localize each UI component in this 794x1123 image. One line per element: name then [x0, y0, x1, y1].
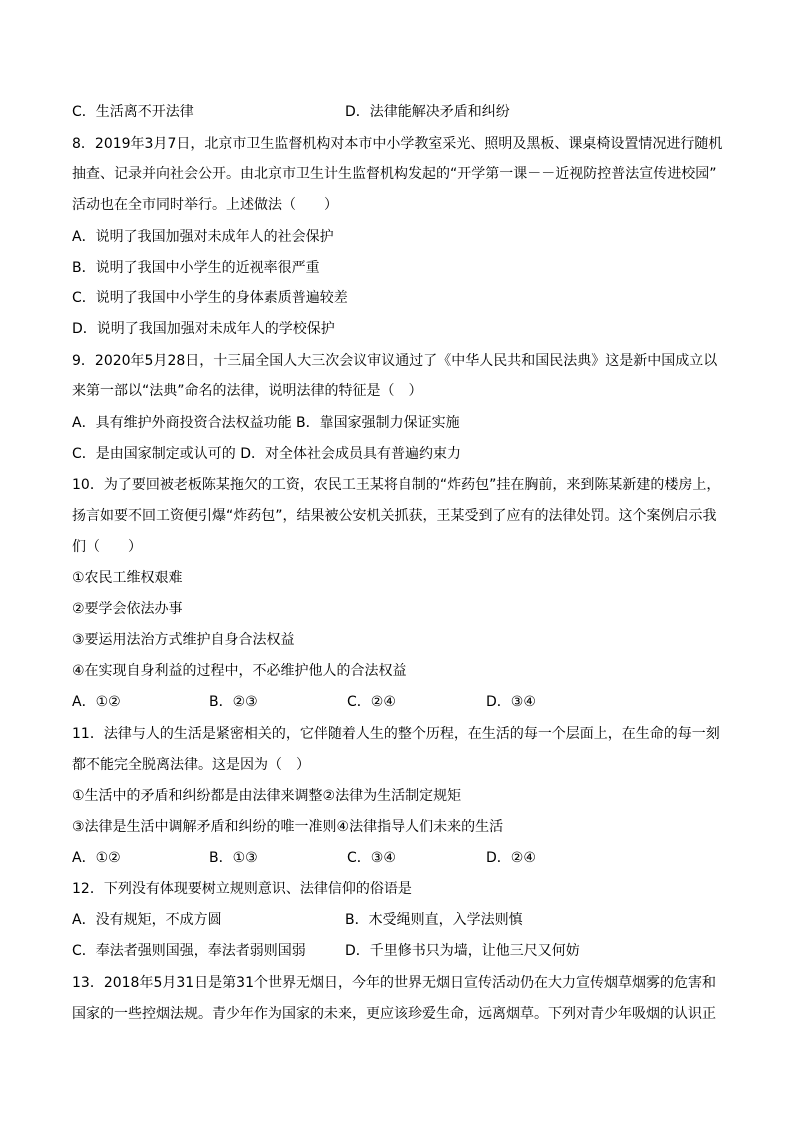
q11-statements-3-4: ③法律是生活中调解矛盾和纠纷的唯一准则④法律指导人们未来的生活 [72, 819, 504, 835]
q10-statement-2: ②要学会依法办事 [72, 601, 183, 617]
q9-stem-line-1: 9．2020年5月28日，十三届全国人大三次会议审议通过了《中华人民共和国民法典》这是新中国成立以 [72, 353, 718, 369]
q10-statement-4: ④在实现自身利益的过程中，不必维护他人的合法权益 [72, 663, 407, 679]
q8-option-c: C．说明了我国中小学生的身体素质普遍较差 [72, 290, 348, 306]
q11-statements-1-2: ①生活中的矛盾和纠纷都是由法律来调整②法律为生活制定规矩 [72, 788, 462, 804]
q12-option-b: B．木受绳则直，入学法则慎 [345, 912, 523, 928]
q11-stem-line-1: 11．法律与人的生活是紧密相关的，它伴随着人生的整个历程，在生活的每一个层面上，在生命的每一刻 [72, 726, 720, 742]
q9-stem-line-2: 来第一部以“法典”命名的法律，说明法律的特征是（ ） [72, 383, 423, 399]
q12-option-a: A．没有规矩，不成方圆 [72, 912, 222, 928]
q9-options-cd: C．是由国家制定或认可的 D．对全体社会成员具有普遍约束力 [72, 446, 462, 462]
q7-option-c: C．生活离不开法律 [72, 104, 194, 120]
q13-stem-line-1: 13．2018年5月31日是第31个世界无烟日，今年的世界无烟日宣传活动仍在大力宣传烟草烟雾的危害和 [72, 975, 716, 991]
q11-stem-line-2: 都不能完全脱离法律。这是因为（ ） [72, 757, 310, 773]
q8-stem-line-3: 活动也在全市同时举行。上述做法（ ） [72, 197, 338, 213]
q10-option-b: B．②③ [209, 694, 258, 710]
q12-option-c: C．奉法者强则国强，奉法者弱则国弱 [72, 943, 306, 959]
q12-stem-line-1: 12．下列没有体现要树立规则意识、法律信仰的俗语是 [72, 881, 412, 897]
q11-option-a: A．①② [72, 850, 121, 866]
q12-option-d: D．千里修书只为墙，让他三尺又何妨 [345, 943, 580, 959]
q9-options-ab: A．具有维护外商投资合法权益功能 B．靠国家强制力保证实施 [72, 415, 460, 431]
q10-stem-line-2: 扬言如要不回工资便引爆“炸药包”，结果被公安机关抓获，王某受到了应有的法律处罚。这个案例启示我 [72, 508, 717, 524]
q10-stem-line-3: 们（ ） [72, 539, 142, 555]
q11-option-b: B．①③ [209, 850, 258, 866]
q10-option-a: A．①② [72, 694, 121, 710]
q8-stem-line-1: 8．2019年3月7日，北京市卫生监督机构对本市中小学教室采光、照明及黑板、课桌椅设置情况进行随机 [72, 136, 723, 152]
q10-option-c: C．②④ [347, 694, 396, 710]
q8-option-d: D．说明了我国加强对未成年人的学校保护 [72, 321, 335, 337]
q8-stem-line-2: 抽查、记录并向社会公开。由北京市卫生计生监督机构发起的“开学第一课－－近视防控普法宣传进校园” [72, 166, 717, 182]
q10-stem-line-1: 10．为了要回被老板陈某拖欠的工资，农民工王某将自制的“炸药包”挂在胸前，来到陈某新建的楼房上， [72, 477, 721, 493]
q11-option-c: C．③④ [347, 850, 396, 866]
q8-option-a: A．说明了我国加强对未成年人的社会保护 [72, 229, 334, 245]
q7-option-d: D．法律能解决矛盾和纠纷 [345, 104, 510, 120]
q10-option-d: D．③④ [486, 694, 536, 710]
q11-option-d: D．②④ [486, 850, 536, 866]
q13-stem-line-2: 国家的一些控烟法规。青少年作为国家的未来，更应该珍爱生命，远离烟草。下列对青少年吸烟的认识正 [72, 1006, 716, 1022]
q10-statement-3: ③要运用法治方式维护自身合法权益 [72, 632, 295, 648]
q8-option-b: B．说明了我国中小学生的近视率很严重 [72, 260, 320, 276]
q10-statement-1: ①农民工维权艰难 [72, 570, 183, 586]
